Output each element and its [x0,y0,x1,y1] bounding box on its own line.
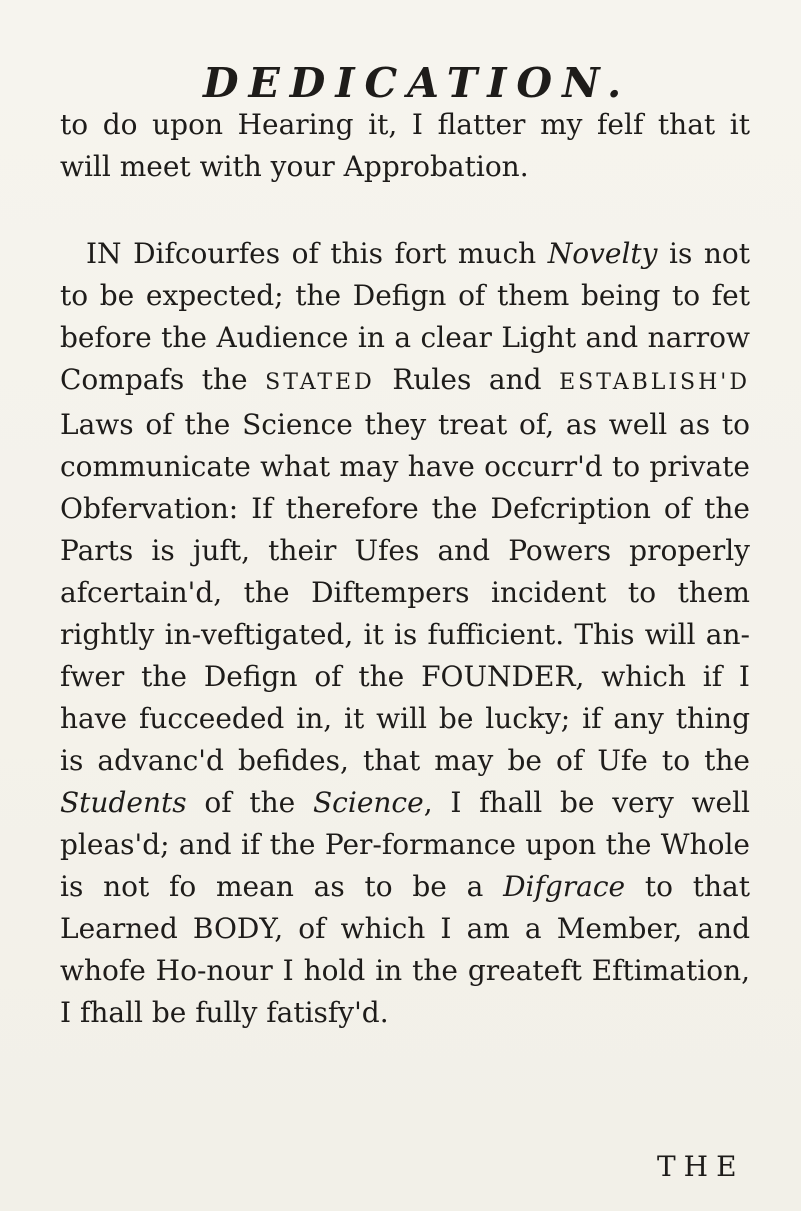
paragraph-main-part-7: to that Learned BODY, of which I am a Member, and whofe Ho-nour I hold in the greateft Eftimation, I fhall be fully fatisfy'd. [60,870,750,1029]
paragraph-main-part-1: IN Difcourfes of this fort much [86,237,548,270]
catchword: THE [657,1150,745,1183]
emphasis-science: Science [313,786,424,819]
paragraph-main-part-4: Laws of the Science they treat of, as well as to communicate what may have occurr'd to private Obfervation: If therefore the Defcription of the Parts is juft, their Ufes and Powers properly afcertain'd, the Diftempers incident to them rightly in-veftigated, it is fufficient. This will an-fwer the Defign of the FOUNDER, which if I have fucceeded in, it will be lucky; if any thing is advanc'd befides, that may be of Ufe to the [60,408,750,777]
paragraph-main-part-5: of the [186,786,313,819]
paragraph-continuation: to do upon Hearing it, I flatter my felf that it will meet with your Approbation. [60,108,750,183]
dedication-body [60,104,750,1034]
paragraph-main [60,233,750,1034]
small-caps-stated: STATED [265,370,375,395]
page-header-title: DEDICATION. [203,59,632,107]
paragraph-main-part-3: Rules and [374,363,560,396]
emphasis-novelty: Novelty [547,237,658,270]
paragraph-main-part-6: , I fhall be very well pleas'd; and if the Per-formance upon the Whole is not fo mean as to be a [60,786,750,903]
small-caps-established: ESTABLISH'D [559,370,750,395]
paragraph-main-part-2: is not to be expected; the Defign of them being to fet before the Audience in a clear Light and narrow Compafs the [60,237,750,396]
emphasis-students: Students [60,786,187,819]
emphasis-disgrace: Difgrace [503,870,626,903]
